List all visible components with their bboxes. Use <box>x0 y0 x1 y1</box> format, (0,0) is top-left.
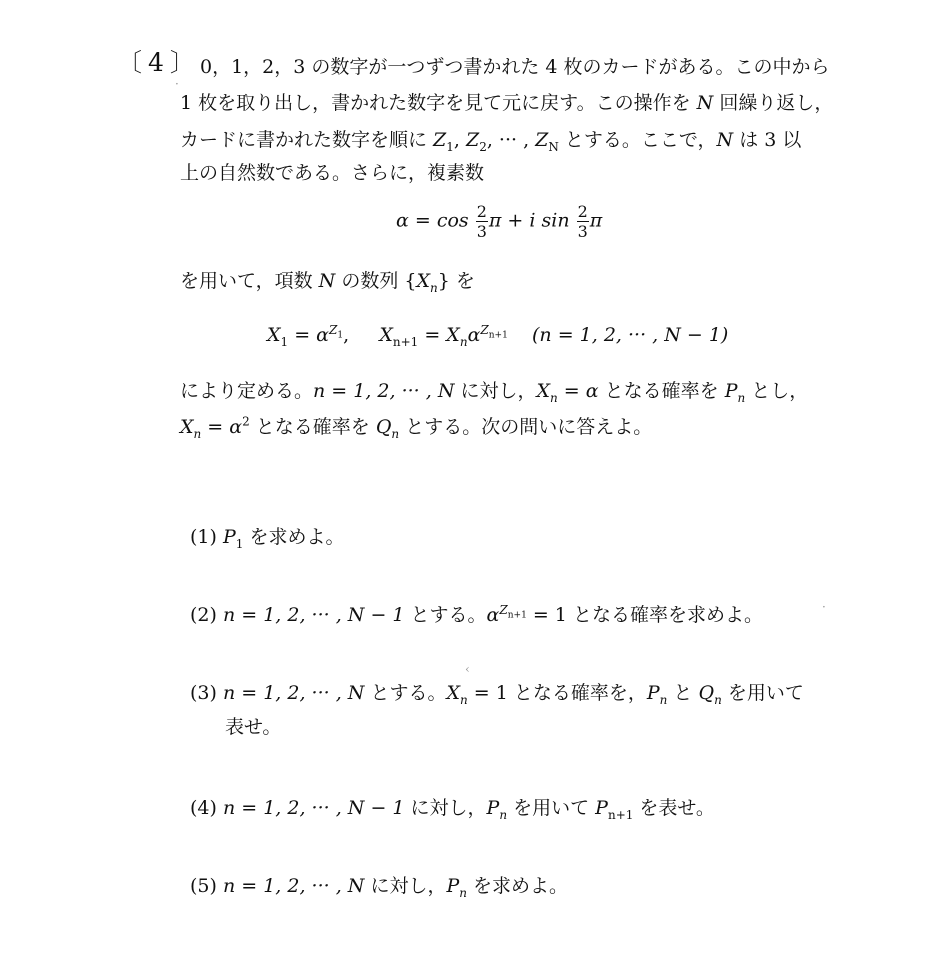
eq-part: = α <box>201 416 243 438</box>
range: n = 1, 2, ··· , N − 1 <box>222 604 405 626</box>
question-1 <box>190 524 344 550</box>
sub: 1 <box>337 330 344 341</box>
question-3 <box>190 680 804 706</box>
var-P: P <box>222 526 236 548</box>
sub-n: n <box>459 334 468 349</box>
intro-line-1: 0，1，2，3 の数字が一つずつ書かれた 4 枚のカードがある。この中から <box>200 56 830 78</box>
question-label: (3) <box>190 682 217 704</box>
sup-Z: Z <box>480 322 489 337</box>
text: を求めよ。 <box>466 875 569 897</box>
text: とする。次の問いに答えよ。 <box>399 416 653 438</box>
text: とし， <box>745 380 809 402</box>
intro-line-3: カードに書かれた数字を順に $Z_1$, $Z_2$, ··· , $Z_N$ とする。ここで，N は 3 以 <box>180 129 802 154</box>
text: を用いて <box>721 682 804 704</box>
text: と <box>667 682 699 704</box>
var-X: X <box>536 380 551 402</box>
text: を用いて <box>507 797 596 819</box>
sub: 2 <box>479 139 487 154</box>
var-Z: Z <box>465 129 480 151</box>
text: カードに書かれた数字を順に <box>180 129 434 151</box>
range: n = 1, 2, ··· , N <box>313 380 455 402</box>
denominator: 3 <box>476 222 487 241</box>
var-Z: Z <box>433 129 447 151</box>
eq-part: = α <box>288 324 330 346</box>
eq-part: = X <box>418 324 460 346</box>
var-X: X <box>446 682 460 704</box>
eq-mid: π + i sin <box>488 209 576 232</box>
eq-lhs: α = cos <box>396 209 475 232</box>
denominator: 3 <box>577 222 588 241</box>
question-label: (2) <box>190 604 217 626</box>
var-P: P <box>486 797 500 819</box>
sub-n: n <box>499 807 508 822</box>
eq-tail: π <box>589 209 603 232</box>
text: とする。ここで， <box>558 129 717 151</box>
text: に対し， <box>364 875 447 897</box>
numerator: 2 <box>577 202 588 221</box>
var-Z: Z <box>535 129 549 151</box>
dots: ··· <box>498 129 518 151</box>
var-Q: Q <box>698 682 715 704</box>
text: を求めよ。 <box>243 526 345 548</box>
var-N: N <box>318 270 336 292</box>
text: 回繰り返し， <box>713 92 834 114</box>
text: を表せ。 <box>633 797 715 819</box>
sup: 2 <box>242 414 250 429</box>
sub: n+1 <box>507 610 527 621</box>
alpha: α <box>486 604 500 626</box>
range: n = 1, 2, ··· , N − 1 <box>222 797 405 819</box>
problem-number: 〔4〕 <box>117 48 201 77</box>
text: の数列 { <box>335 270 417 292</box>
sub-n: n <box>193 426 202 441</box>
sub-n: n <box>430 280 438 295</box>
text: とする。 <box>404 604 487 626</box>
fraction <box>476 202 488 241</box>
sequence-text <box>180 268 475 294</box>
sub-n: n <box>391 426 400 441</box>
intro-line-4: 上の自然数である。さらに，複素数 <box>180 162 485 184</box>
question-3-cont: 表せ。 <box>225 716 282 738</box>
text: 1 枚を取り出し，書かれた数字を見て元に戻す。この操作を <box>180 92 697 114</box>
question-label: (4) <box>190 797 217 819</box>
var-N: N <box>716 129 734 151</box>
text: = 1 となる確率を， <box>467 682 647 704</box>
text: } を <box>437 270 475 292</box>
sub-n: n <box>714 692 722 707</box>
sup-Z: Z <box>329 322 338 337</box>
question-4 <box>190 795 715 821</box>
sub: n+1 <box>607 807 634 822</box>
sub: 1 <box>280 334 289 349</box>
text: = 1 となる確率を求めよ。 <box>526 604 763 626</box>
sub-n: n <box>737 390 746 405</box>
var-P: P <box>724 380 738 402</box>
var-P: P <box>446 875 460 897</box>
var-Q: Q <box>375 416 392 438</box>
intro-line-2 <box>180 90 833 116</box>
sequence-definition: $X_1 = \alpha^{Z_1}$, $X_{n+1} = X_n\alpha^{Z_{n+1}}$ (n = 1, 2, ··· , N − 1) <box>267 322 729 349</box>
sub: n+1 <box>488 330 508 341</box>
text: は 3 以 <box>733 129 802 151</box>
var-P: P <box>595 797 608 819</box>
var-X: X <box>379 324 393 346</box>
fraction <box>577 202 589 241</box>
sub-n: n <box>659 692 668 707</box>
def-line-1 <box>180 378 808 404</box>
alpha: α <box>467 324 481 346</box>
scan-speck: · <box>175 77 179 91</box>
sub-n: n <box>459 885 467 900</box>
sub: 1 <box>446 139 454 154</box>
def-line-2 <box>180 414 652 440</box>
scan-speck: · <box>822 600 826 614</box>
text: とする。 <box>364 682 447 704</box>
question-label: (5) <box>190 875 217 897</box>
text: となる確率を <box>598 380 725 402</box>
scan-speck: ‹ <box>465 662 470 676</box>
text: を用いて，項数 <box>180 270 319 292</box>
var-X: X <box>416 270 430 292</box>
question-5 <box>190 873 568 899</box>
var-P: P <box>646 682 660 704</box>
var-X: X <box>267 324 281 346</box>
question-label: (1) <box>190 526 217 548</box>
alpha-definition <box>396 202 602 241</box>
range: n = 1, 2, ··· , N <box>222 875 365 897</box>
question-2 <box>190 602 763 628</box>
eq-part: = α <box>557 380 599 402</box>
range: n = 1, 2, ··· , N <box>222 682 365 704</box>
var-N: N <box>696 92 714 114</box>
text: に対し， <box>404 797 487 819</box>
sub-n: n <box>550 390 558 405</box>
var-X: X <box>180 416 194 438</box>
numerator: 2 <box>476 202 487 221</box>
sub: N <box>548 139 559 154</box>
range: (n = 1, 2, ··· , N − 1) <box>532 324 729 346</box>
text: により定める。 <box>180 380 314 402</box>
text: に対し， <box>454 380 537 402</box>
sub-n: n <box>459 692 468 707</box>
sub: n+1 <box>392 334 419 349</box>
sub: 1 <box>235 536 244 551</box>
sup-Z: Z <box>499 602 508 617</box>
text: となる確率を <box>249 416 376 438</box>
